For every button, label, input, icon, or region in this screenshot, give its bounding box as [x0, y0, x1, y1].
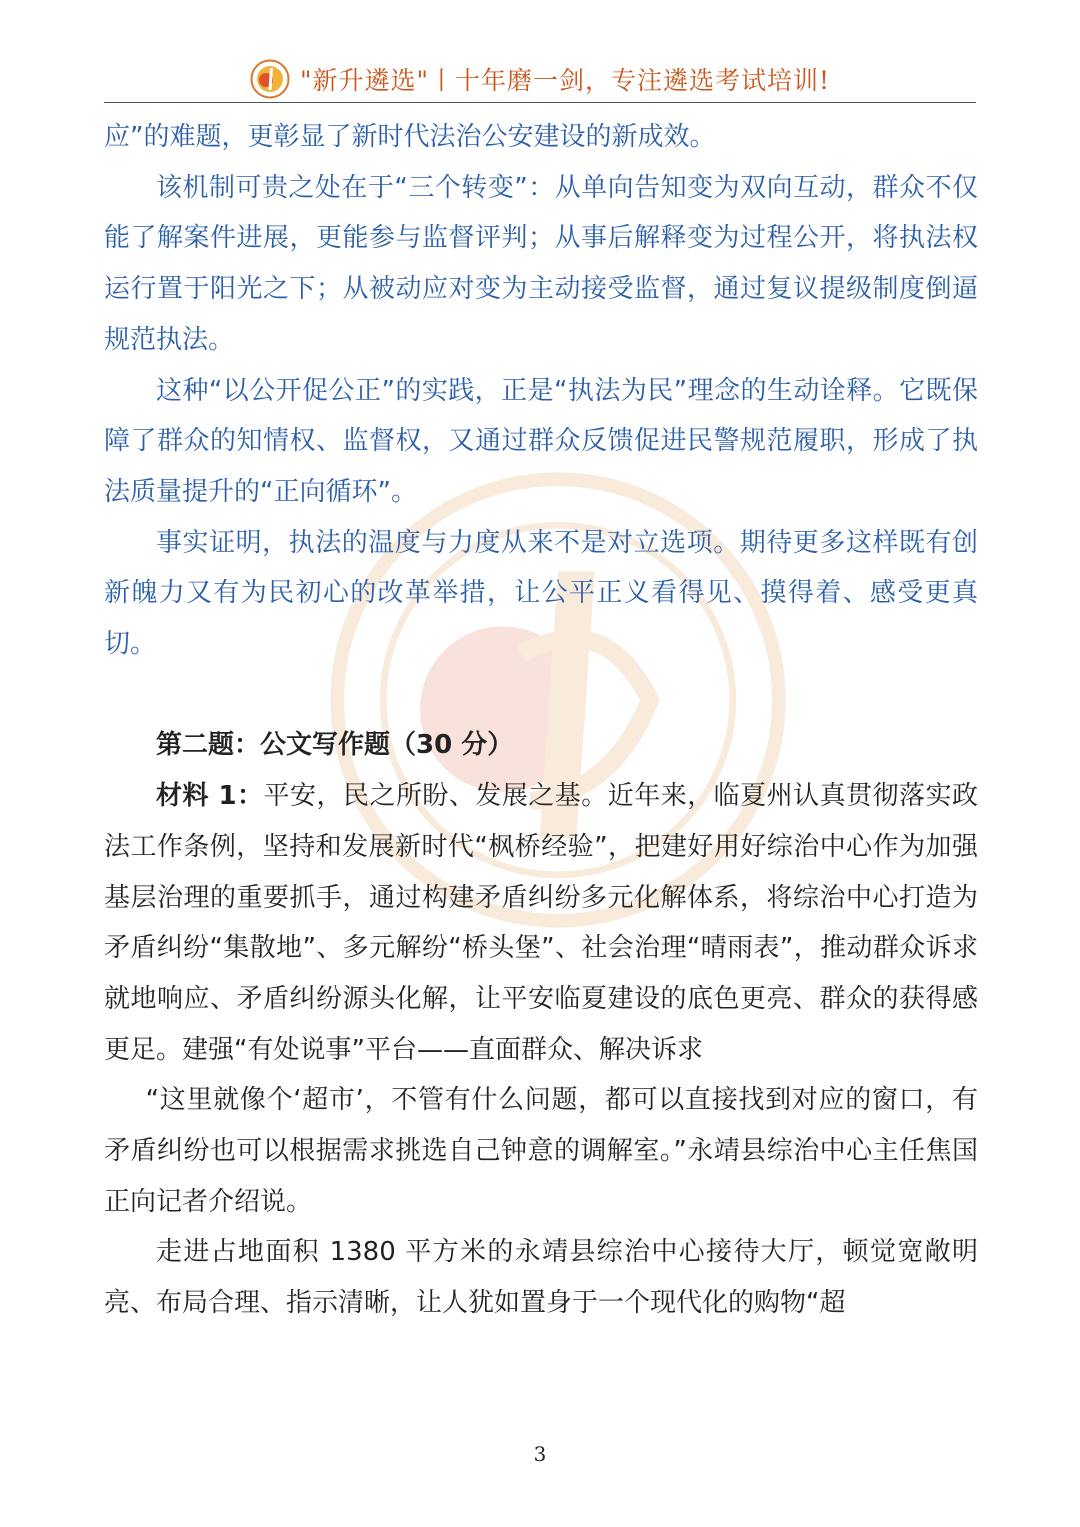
quote-paragraph: “这里就像个‘超市’，不管有什么问题，都可以直接找到对应的窗口，有矛盾纠纷也可以根据需求挑选自己钟意的调解室。”永靖县综治中心主任焦国正向记者介绍说。: [104, 1085, 978, 1217]
material-text: 平安，民之所盼、发展之基。近年来，临夏州认真贯彻落实政法工作条例，坚持和发展新时代“枫桥经验”，把建好用好综治中心作为加强基层治理的重要抓手，通过构建矛盾纠纷多元化解体系，将综治中心打造为矛盾纠纷“集散地”、多元解纷“桥头堡”、社会治理“晴雨表”，推动群众诉求就地响应、矛盾纠纷源头化解，让平安临夏建设的底色更亮、群众的获得感更足。建强“有处说事”平台——直面群众、解决诉求: [104, 781, 978, 1065]
header-title: "新升遴选"丨十年磨一剑，专注遴选考试培训!: [299, 66, 831, 95]
page-header: [104, 56, 976, 103]
material-label: 材料 1：: [156, 781, 264, 812]
section-gap: [104, 670, 978, 721]
page-number: 3: [533, 1442, 547, 1466]
paragraph: 这种“以公开促公正”的实践，正是“执法为民”理念的生动诠释。它既保障了群众的知情权、监督权，又通过群众反馈促进民警规范履职，形成了执法质量提升的“正向循环”。: [104, 375, 978, 507]
paragraph: 走进占地面积 1380 平方米的永靖县综治中心接待大厅，顿觉宽敞明亮、布局合理、指示清晰，让人犹如置身于一个现代化的购物“超: [104, 1237, 978, 1319]
paragraph: 该机制可贵之处在于“三个转变”：从单向告知变为双向互动，群众不仅能了解案件进展，更能参与监督评判；从事后解释变为过程公开，将执法权运行置于阳光之下；从被动应对变为主动接受监督，通过复议提级制度倒逼规范执法。: [104, 172, 978, 355]
section-title: 第二题：公文写作题（30 分）: [156, 730, 514, 761]
xinsheng-logo-icon: [250, 59, 290, 99]
paragraph: 事实证明，执法的温度与力度从来不是对立选项。期待更多这样既有创新魄力又有为民初心的改革举措，让公平正义看得见、摸得着、感受更真切。: [104, 527, 978, 660]
commentary-section: [104, 112, 978, 670]
paragraph: 应”的难题，更彰显了新时代法治公安建设的新成效。: [104, 122, 716, 152]
document-body: [104, 112, 978, 1329]
material-paragraph: [104, 771, 978, 1075]
